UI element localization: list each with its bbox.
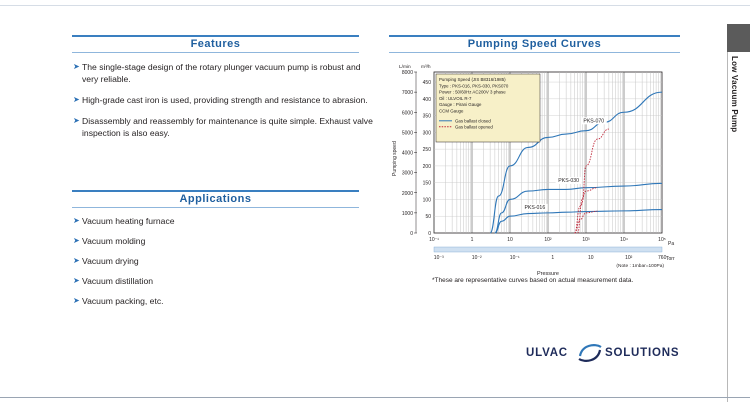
- application-item: ➤ Vacuum packing, etc.: [73, 296, 164, 306]
- x-unit-torr: Torr: [666, 256, 675, 262]
- y-unit-m3h: m³/h: [421, 65, 431, 70]
- tick-label-lmin: 5000: [401, 130, 413, 137]
- bullet-arrow-icon: ➤: [73, 216, 80, 225]
- tick-label-pa: 10⁵: [658, 237, 666, 243]
- bullet-arrow-icon: ➤: [73, 95, 80, 104]
- features-list: [73, 61, 373, 148]
- torr-scale-bar: [434, 247, 662, 252]
- tick-label-m3h: 250: [422, 147, 431, 154]
- applications-title: Applications: [179, 193, 252, 205]
- legend-label-opened: Gas ballast opened: [455, 124, 493, 130]
- tick-label-m3h: 350: [422, 113, 431, 120]
- legend-text-line: Power : 50/60Hz AC200V 3 phase: [439, 89, 506, 95]
- tick-label-m3h: 150: [422, 180, 431, 187]
- tick-label-torr: 1: [551, 255, 555, 261]
- application-item: ➤ Vacuum drying: [73, 256, 139, 266]
- legend-text-line: Type : PKS-016, PKS-030, PKS070: [439, 83, 509, 89]
- features-title: Features: [190, 38, 241, 50]
- bullet-arrow-icon: ➤: [73, 116, 80, 125]
- bullet-arrow-icon: ➤: [73, 276, 80, 285]
- tick-label-lmin: 3000: [401, 170, 413, 177]
- applications-list: [73, 215, 373, 315]
- side-tab: [727, 24, 750, 402]
- logo-solutions-text: SOLUTIONS: [605, 347, 680, 359]
- double-arc-icon: [577, 341, 603, 365]
- bullet-arrow-icon: ➤: [73, 296, 80, 305]
- legend-text-line: Oil : ULVOIL R-7: [439, 95, 472, 101]
- tick-label-lmin: 1000: [401, 210, 413, 217]
- tick-label-m3h: 450: [422, 80, 431, 87]
- tick-label-pa: 10⁻¹: [429, 237, 439, 243]
- bullet-arrow-icon: ➤: [73, 62, 80, 71]
- tick-label-lmin: 8000: [401, 70, 413, 76]
- tick-label-lmin: 0: [410, 231, 413, 237]
- pumping-speed-chart: [386, 58, 686, 290]
- application-item: ➤ Vacuum distillation: [73, 276, 154, 286]
- tick-label-pa: 10⁴: [620, 237, 628, 243]
- bullet-arrow-icon: ➤: [73, 256, 80, 265]
- legend-text-line: CCM Gauge: [439, 108, 464, 114]
- legend-label-closed: Gas ballast closed: [455, 118, 491, 124]
- tick-label-lmin: 6000: [401, 110, 413, 117]
- tick-label-torr: 760: [658, 255, 667, 261]
- conversion-note: (Note : 1mbar=100Pa): [616, 264, 664, 269]
- applications-heading: [72, 190, 359, 208]
- tick-label-m3h: 400: [422, 96, 431, 103]
- tick-label-m3h: 300: [422, 130, 431, 137]
- tick-label-pa: 10²: [544, 237, 552, 243]
- tick-label-torr: 10²: [625, 255, 633, 261]
- tick-label-torr: 10: [587, 255, 594, 261]
- x-axis-label: Pressure: [536, 271, 560, 277]
- tick-label-lmin: 7000: [401, 90, 413, 97]
- tick-label-torr: 10⁻²: [471, 255, 482, 261]
- legend-text-line: Pumping Speed (JIS B8316/1985): [439, 77, 506, 82]
- series-label: PKS-016: [524, 204, 546, 211]
- chart-footnote: *These are representative curves based on actual measurement data.: [432, 277, 634, 284]
- tick-label-pa: 10: [507, 237, 513, 243]
- series-label: PKS-030: [558, 178, 580, 185]
- tick-label-lmin: 4000: [401, 150, 413, 157]
- feature-item: ➤ The single-stage design of the rotary plunger vacuum pump is robust and very reliable.: [73, 62, 361, 84]
- y-unit-lmin: L/min: [399, 65, 411, 70]
- curves-heading: [389, 35, 680, 53]
- application-item: ➤ Vacuum molding: [73, 236, 146, 246]
- y-axis-label: Pumping speed: [392, 141, 398, 176]
- tick-label-pa: 1: [470, 237, 474, 243]
- tick-label-m3h: 200: [422, 163, 431, 170]
- logo-ulvac-text: ULVAC: [526, 347, 568, 359]
- series-label: PKS-070: [583, 118, 605, 125]
- curves-title: Pumping Speed Curves: [467, 38, 602, 50]
- application-item: ➤ Vacuum heating furnace: [73, 216, 175, 226]
- tick-label-torr: 10⁻¹: [509, 255, 520, 261]
- side-tab-marker: [727, 24, 750, 52]
- tick-label-m3h: 0: [428, 231, 431, 237]
- top-rule: [0, 5, 750, 6]
- bullet-arrow-icon: ➤: [73, 236, 80, 245]
- ulvac-solutions-logo: [526, 341, 686, 365]
- chart-svg: [386, 58, 686, 290]
- feature-item: ➤ Disassembly and reassembly for maintenance is quite simple. Exhaust valve inspection is also easy.: [73, 116, 373, 138]
- features-heading: [72, 35, 359, 53]
- tick-label-m3h: 100: [422, 197, 431, 204]
- x-unit-pa: Pa: [668, 241, 675, 247]
- bottom-rule: [0, 397, 750, 398]
- side-tab-label: Low Vacuum Pump: [730, 56, 739, 133]
- tick-label-pa: 10³: [582, 237, 590, 243]
- legend-text-line: Gauge : Pirani Gauge: [439, 102, 482, 108]
- tick-label-m3h: 50: [425, 214, 431, 221]
- tick-label-lmin: 2000: [401, 190, 413, 197]
- feature-item: ➤ High-grade cast iron is used, providing strength and resistance to abrasion.: [73, 95, 368, 105]
- tick-label-torr: 10⁻³: [433, 255, 444, 261]
